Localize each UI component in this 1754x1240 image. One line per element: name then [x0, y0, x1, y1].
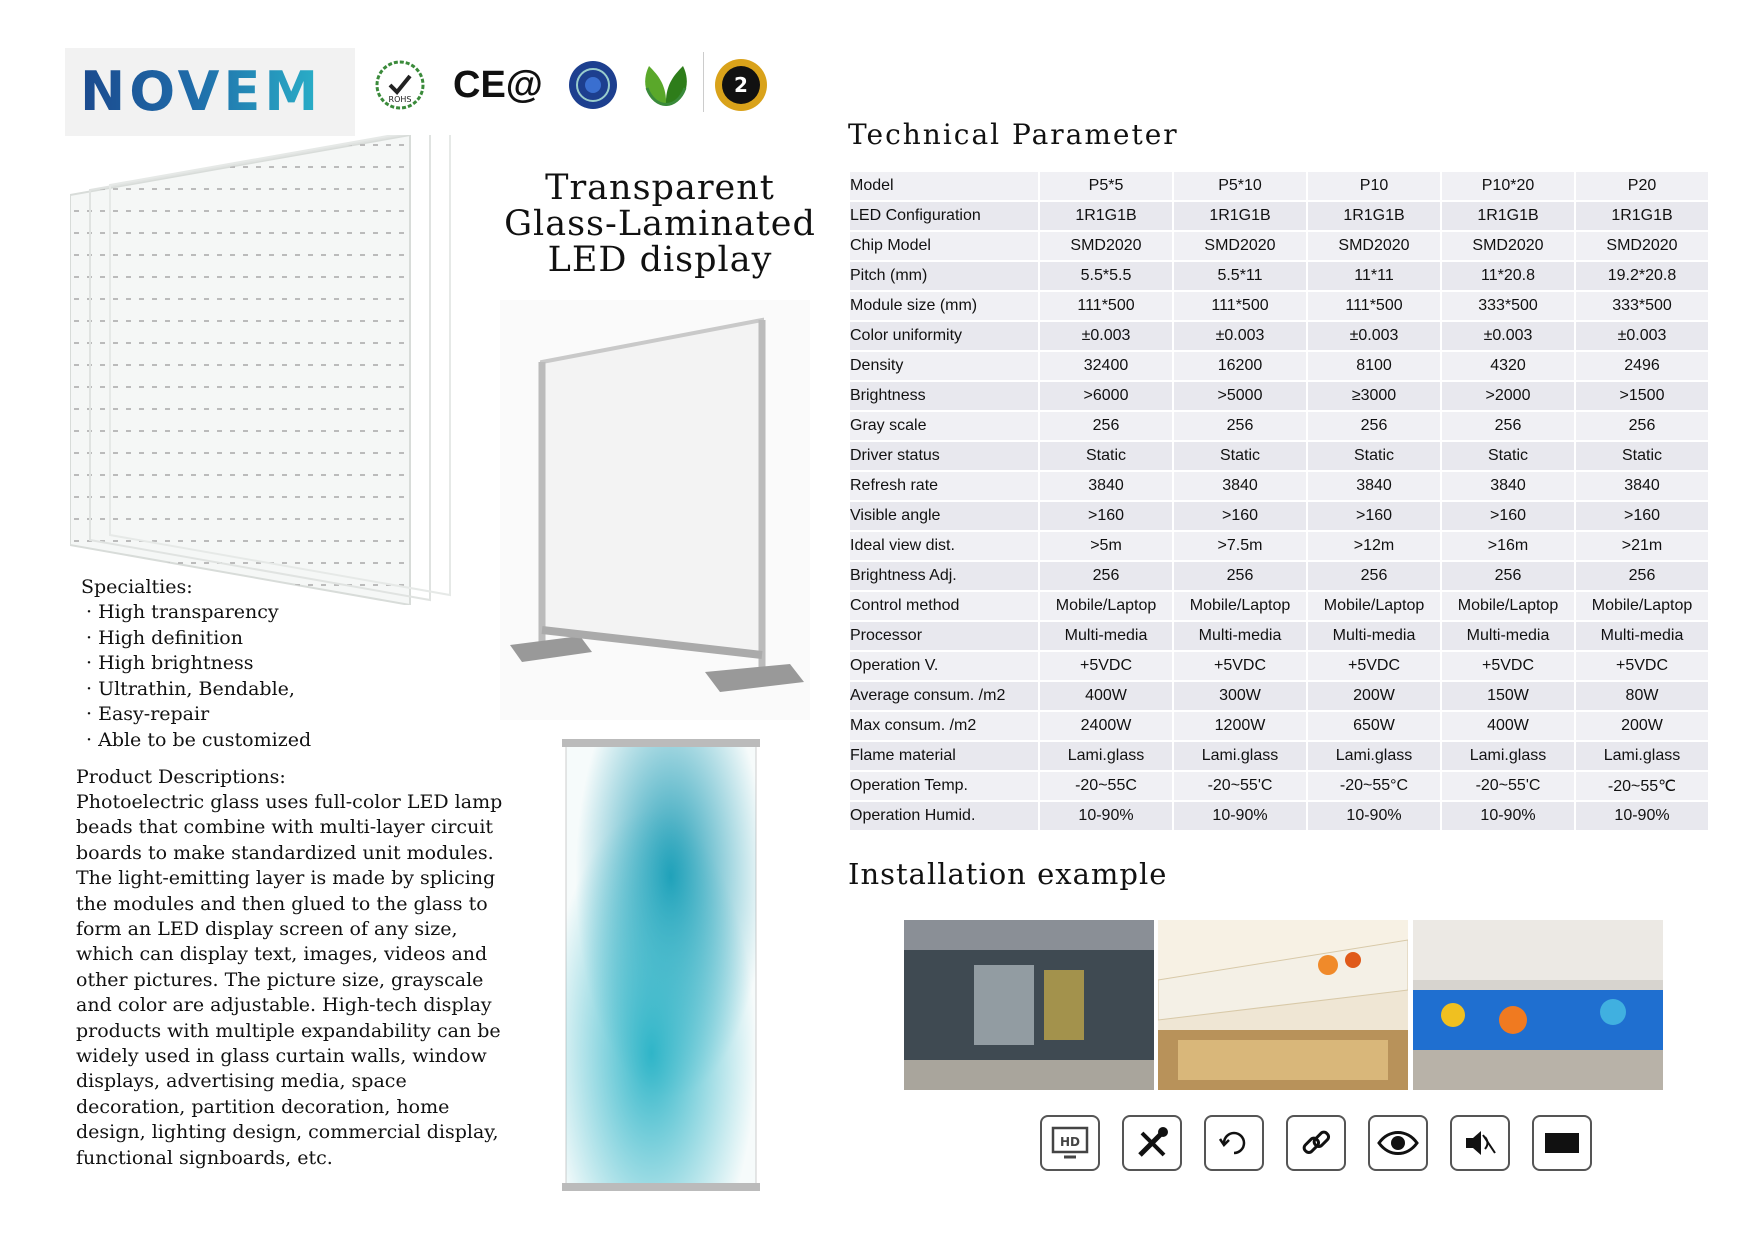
product-title-line: Glass-Laminated [504, 204, 816, 244]
table-cell: -20~55'C [1173, 771, 1307, 801]
iso-badge-icon [565, 58, 621, 112]
eco-leaf-icon [636, 58, 696, 112]
specialty-item: · Ultrathin, Bendable, [86, 677, 311, 703]
table-cell: Multi-media [1173, 621, 1307, 651]
table-cell: 4320 [1441, 351, 1575, 381]
table-row [849, 381, 1709, 411]
table-cell: ≥3000 [1307, 381, 1441, 411]
table-cell: Lami.glass [1575, 741, 1709, 771]
table-cell: 1R1G1B [1307, 201, 1441, 231]
svg-text:ROHS: ROHS [388, 95, 412, 104]
table-cell: Mobile/Laptop [1441, 591, 1575, 621]
table-row [849, 231, 1709, 261]
svg-text:HD: HD [1059, 1135, 1081, 1149]
table-cell: Lami.glass [1441, 741, 1575, 771]
table-row-label: Average consum. /m2 [849, 681, 1039, 711]
table-cell: >2000 [1441, 381, 1575, 411]
table-row-label: Brightness Adj. [849, 561, 1039, 591]
table-cell: 1R1G1B [1039, 201, 1173, 231]
technical-parameter-table [848, 170, 1710, 832]
hd-icon [1040, 1115, 1100, 1171]
table-cell: >160 [1441, 501, 1575, 531]
table-row-label: Visible angle [849, 501, 1039, 531]
table-cell: SMD2020 [1039, 231, 1173, 261]
specialty-item: · High transparency [86, 600, 311, 626]
vertical-display-image [550, 735, 770, 1195]
table-cell: 300W [1173, 681, 1307, 711]
table-cell: SMD2020 [1441, 231, 1575, 261]
table-cell: 11*11 [1307, 261, 1441, 291]
table-row [849, 801, 1709, 831]
table-row-label: Driver status [849, 441, 1039, 471]
table-cell: ±0.003 [1307, 321, 1441, 351]
table-cell: ±0.003 [1039, 321, 1173, 351]
table-row-label: Processor [849, 621, 1039, 651]
table-cell: +5VDC [1173, 651, 1307, 681]
product-title-line: LED display [547, 240, 773, 280]
installation-photo-mall-atrium [1158, 920, 1408, 1090]
table-cell: 10-90% [1039, 801, 1173, 831]
table-row [849, 531, 1709, 561]
table-row-label: Density [849, 351, 1039, 381]
table-row [849, 171, 1709, 201]
table-cell: Lami.glass [1307, 741, 1441, 771]
table-cell: >5m [1039, 531, 1173, 561]
table-cell: Static [1173, 441, 1307, 471]
rohs-badge-icon [372, 58, 428, 112]
specialties-title: Specialties: [81, 576, 193, 598]
table-cell: P5*10 [1173, 171, 1307, 201]
feature-icons-row [1040, 1115, 1592, 1171]
table-row [849, 411, 1709, 441]
installation-photo-aquarium-display [1413, 920, 1663, 1090]
specialty-item: · Able to be customized [86, 728, 311, 754]
table-cell: 256 [1173, 561, 1307, 591]
table-cell: Lami.glass [1173, 741, 1307, 771]
table-row-label: Max consum. /m2 [849, 711, 1039, 741]
table-cell: >6000 [1039, 381, 1173, 411]
installation-example-title: Installation example [848, 857, 1168, 891]
table-cell: 1R1G1B [1173, 201, 1307, 231]
table-cell: 80W [1575, 681, 1709, 711]
table-cell: >21m [1575, 531, 1709, 561]
product-descriptions-text: Photoelectric glass uses full-color LED lamp beads that combine with multi-layer circuit boards to make standardized unit modules. The light-emitting layer is made by splicing the modules and then glued to the glass to form an LED display screen of any size, which can display text, images, videos and other pictures. The picture size, grayscale and color are adjustable. High-tech display products with multiple expandability can be widely used in glass curtain walls, window displays, advertising media, space decoration, partition decoration, home design, lighting design, commercial display, functional signboards, etc. [76, 791, 503, 1169]
table-row-label: Color uniformity [849, 321, 1039, 351]
table-cell: 10-90% [1575, 801, 1709, 831]
rotate-icon [1204, 1115, 1264, 1171]
table-cell: 400W [1039, 681, 1173, 711]
table-cell: >12m [1307, 531, 1441, 561]
tools-icon [1122, 1115, 1182, 1171]
eye-icon [1368, 1115, 1428, 1171]
table-cell: >160 [1173, 501, 1307, 531]
table-cell: 111*500 [1039, 291, 1173, 321]
table-row [849, 351, 1709, 381]
table-cell: Multi-media [1441, 621, 1575, 651]
table-cell: 333*500 [1441, 291, 1575, 321]
table-cell: 5.5*5.5 [1039, 261, 1173, 291]
table-cell: -20~55C [1039, 771, 1173, 801]
table-cell: 1200W [1173, 711, 1307, 741]
table-row-label: Brightness [849, 381, 1039, 411]
table-cell: Static [1039, 441, 1173, 471]
table-cell: 3840 [1307, 471, 1441, 501]
table-cell: Mobile/Laptop [1039, 591, 1173, 621]
table-row-label: Operation V. [849, 651, 1039, 681]
table-cell: >1500 [1575, 381, 1709, 411]
table-cell: 256 [1307, 561, 1441, 591]
table-cell: 256 [1039, 561, 1173, 591]
specialties-list [86, 600, 311, 753]
table-cell: 8100 [1307, 351, 1441, 381]
table-cell: 256 [1441, 561, 1575, 591]
table-row [849, 591, 1709, 621]
table-row [849, 651, 1709, 681]
table-cell: 16200 [1173, 351, 1307, 381]
table-cell: -20~55℃ [1575, 771, 1709, 801]
installation-photo-storefront [904, 920, 1154, 1090]
table-cell: 1R1G1B [1441, 201, 1575, 231]
table-cell: P10*20 [1441, 171, 1575, 201]
table-row-label: Pitch (mm) [849, 261, 1039, 291]
table-cell: Mobile/Laptop [1575, 591, 1709, 621]
table-cell: >5000 [1173, 381, 1307, 411]
table-cell: Lami.glass [1039, 741, 1173, 771]
table-cell: 111*500 [1307, 291, 1441, 321]
brand-logo: NOVEM [80, 60, 323, 123]
table-cell: 150W [1441, 681, 1575, 711]
screen-icon [1532, 1115, 1592, 1171]
table-cell: 11*20.8 [1441, 261, 1575, 291]
table-cell: Multi-media [1307, 621, 1441, 651]
table-row-label: Gray scale [849, 411, 1039, 441]
table-row-label: Ideal view dist. [849, 531, 1039, 561]
table-cell: 32400 [1039, 351, 1173, 381]
table-cell: 200W [1307, 681, 1441, 711]
table-row [849, 471, 1709, 501]
table-cell: 3840 [1441, 471, 1575, 501]
standing-display-image [500, 300, 810, 720]
product-title [500, 170, 820, 278]
table-row [849, 201, 1709, 231]
table-row-label: Module size (mm) [849, 291, 1039, 321]
svg-text:2: 2 [734, 73, 748, 97]
table-cell: Static [1441, 441, 1575, 471]
table-cell: 5.5*11 [1173, 261, 1307, 291]
table-cell: 1R1G1B [1575, 201, 1709, 231]
table-cell: 111*500 [1173, 291, 1307, 321]
table-cell: 256 [1575, 411, 1709, 441]
warranty-badge-icon [712, 58, 770, 112]
header-divider [703, 52, 704, 112]
table-cell: >160 [1307, 501, 1441, 531]
specialty-item: · High definition [86, 626, 311, 652]
table-cell: >160 [1039, 501, 1173, 531]
table-cell: 650W [1307, 711, 1441, 741]
table-row [849, 741, 1709, 771]
specialty-item: · High brightness [86, 651, 311, 677]
table-row [849, 681, 1709, 711]
table-row [849, 321, 1709, 351]
table-row [849, 291, 1709, 321]
table-cell: 10-90% [1307, 801, 1441, 831]
table-row [849, 261, 1709, 291]
link-icon [1286, 1115, 1346, 1171]
table-cell: 19.2*20.8 [1575, 261, 1709, 291]
product-descriptions-title: Product Descriptions: [76, 766, 286, 788]
table-cell: Mobile/Laptop [1173, 591, 1307, 621]
table-cell: SMD2020 [1575, 231, 1709, 261]
table-row [849, 771, 1709, 801]
table-row [849, 501, 1709, 531]
table-row [849, 621, 1709, 651]
table-cell: P10 [1307, 171, 1441, 201]
table-cell: >7.5m [1173, 531, 1307, 561]
table-cell: +5VDC [1307, 651, 1441, 681]
table-cell: P20 [1575, 171, 1709, 201]
product-title-line: Transparent [545, 168, 775, 208]
technical-parameter-title: Technical Parameter [848, 118, 1179, 151]
table-cell: 10-90% [1441, 801, 1575, 831]
table-cell: 256 [1173, 411, 1307, 441]
table-cell: -20~55°C [1307, 771, 1441, 801]
table-cell: -20~55'C [1441, 771, 1575, 801]
table-cell: 200W [1575, 711, 1709, 741]
table-cell: 400W [1441, 711, 1575, 741]
table-cell: +5VDC [1039, 651, 1173, 681]
table-cell: Static [1307, 441, 1441, 471]
table-cell: ±0.003 [1575, 321, 1709, 351]
table-row-label: Model [849, 171, 1039, 201]
table-row [849, 711, 1709, 741]
table-cell: 10-90% [1173, 801, 1307, 831]
table-row-label: Operation Humid. [849, 801, 1039, 831]
table-row-label: Flame material [849, 741, 1039, 771]
ce-mark: CE@ [453, 63, 543, 106]
table-cell: +5VDC [1441, 651, 1575, 681]
table-cell: ±0.003 [1173, 321, 1307, 351]
glass-panel-illustration [70, 135, 460, 605]
table-row-label: Operation Temp. [849, 771, 1039, 801]
table-cell: Multi-media [1039, 621, 1173, 651]
table-cell: P5*5 [1039, 171, 1173, 201]
table-cell: >160 [1575, 501, 1709, 531]
table-cell: SMD2020 [1307, 231, 1441, 261]
table-cell: 2400W [1039, 711, 1173, 741]
table-cell: 256 [1575, 561, 1709, 591]
table-row-label: LED Configuration [849, 201, 1039, 231]
table-cell: +5VDC [1575, 651, 1709, 681]
table-cell: Mobile/Laptop [1307, 591, 1441, 621]
table-cell: 256 [1039, 411, 1173, 441]
table-cell: 3840 [1575, 471, 1709, 501]
table-cell: 333*500 [1575, 291, 1709, 321]
table-cell: Static [1575, 441, 1709, 471]
mute-icon [1450, 1115, 1510, 1171]
table-cell: >16m [1441, 531, 1575, 561]
table-row-label: Refresh rate [849, 471, 1039, 501]
table-row [849, 441, 1709, 471]
table-cell: SMD2020 [1173, 231, 1307, 261]
specialty-item: · Easy-repair [86, 702, 311, 728]
table-row-label: Control method [849, 591, 1039, 621]
table-cell: Multi-media [1575, 621, 1709, 651]
table-cell: 256 [1307, 411, 1441, 441]
table-cell: 2496 [1575, 351, 1709, 381]
table-cell: ±0.003 [1441, 321, 1575, 351]
table-row [849, 561, 1709, 591]
table-cell: 3840 [1039, 471, 1173, 501]
table-row-label: Chip Model [849, 231, 1039, 261]
table-cell: 256 [1441, 411, 1575, 441]
table-cell: 3840 [1173, 471, 1307, 501]
